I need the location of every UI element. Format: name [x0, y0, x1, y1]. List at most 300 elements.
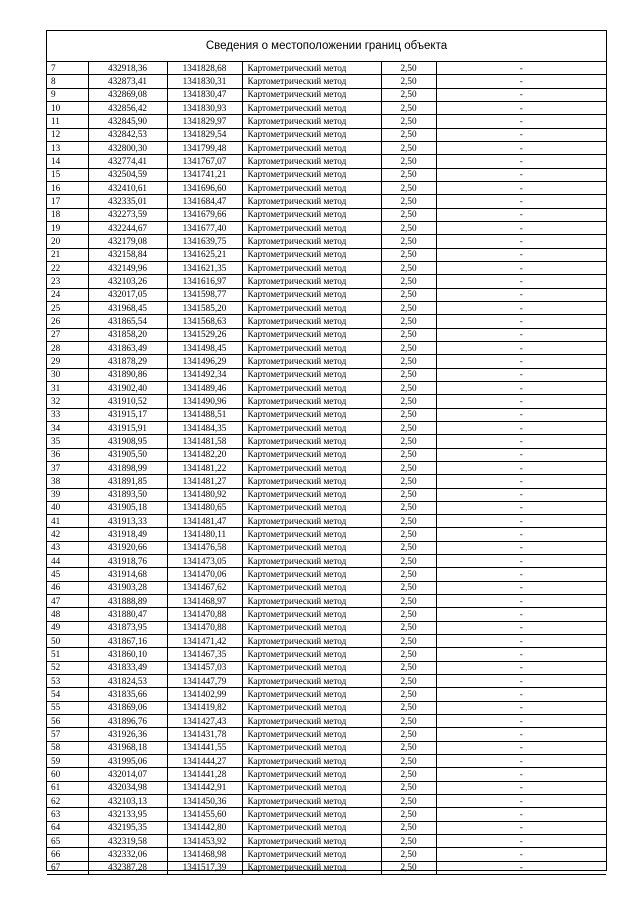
table-row — [47, 781, 606, 794]
method-cell: Картометрический метод — [242, 701, 381, 714]
extra-cell: - — [436, 355, 606, 368]
table-row — [47, 861, 606, 874]
accuracy-cell: 2,50 — [381, 515, 436, 528]
coordinate-x-cell: 432800,30 — [88, 141, 167, 154]
point-number-cell: 57 — [47, 728, 88, 741]
coordinate-x-cell: 432179,08 — [88, 235, 167, 248]
coordinate-y-cell: 1341470,88 — [167, 608, 242, 621]
coordinate-x-cell: 431824,53 — [88, 675, 167, 688]
coordinate-x-cell: 432158,84 — [88, 248, 167, 261]
point-number-cell: 40 — [47, 501, 88, 514]
method-cell: Картометрический метод — [242, 768, 381, 781]
accuracy-cell: 2,50 — [381, 62, 436, 75]
point-number-cell: 47 — [47, 595, 88, 608]
accuracy-cell: 2,50 — [381, 168, 436, 181]
point-number-cell: 60 — [47, 768, 88, 781]
extra-cell: - — [436, 595, 606, 608]
method-cell: Картометрический метод — [242, 421, 381, 434]
method-cell: Картометрический метод — [242, 528, 381, 541]
extra-cell: - — [436, 155, 606, 168]
extra-cell: - — [436, 261, 606, 274]
coordinate-x-cell: 431920,66 — [88, 541, 167, 554]
coordinate-y-cell: 1341442,80 — [167, 821, 242, 834]
table-row — [47, 395, 606, 408]
table-row — [47, 461, 606, 474]
table-row — [47, 648, 606, 661]
method-cell: Картометрический метод — [242, 861, 381, 874]
accuracy-cell: 2,50 — [381, 808, 436, 821]
point-number-cell: 63 — [47, 808, 88, 821]
coordinate-x-cell: 432504,59 — [88, 168, 167, 181]
extra-cell: - — [436, 861, 606, 874]
point-number-cell: 24 — [47, 288, 88, 301]
method-cell: Картометрический метод — [242, 115, 381, 128]
coordinate-x-cell: 432103,26 — [88, 275, 167, 288]
point-number-cell: 22 — [47, 261, 88, 274]
coordinate-x-cell: 431869,06 — [88, 701, 167, 714]
accuracy-cell: 2,50 — [381, 381, 436, 394]
point-number-cell: 50 — [47, 635, 88, 648]
coordinate-y-cell: 1341467,35 — [167, 648, 242, 661]
coordinate-x-cell: 432014,07 — [88, 768, 167, 781]
coordinate-x-cell: 431915,17 — [88, 408, 167, 421]
point-number-cell: 64 — [47, 821, 88, 834]
method-cell: Картометрический метод — [242, 368, 381, 381]
extra-cell: - — [436, 848, 606, 861]
coordinate-y-cell: 1341829,97 — [167, 115, 242, 128]
accuracy-cell: 2,50 — [381, 715, 436, 728]
method-cell: Картометрический метод — [242, 435, 381, 448]
coordinate-y-cell: 1341480,92 — [167, 488, 242, 501]
table-row — [47, 448, 606, 461]
table-row — [47, 181, 606, 194]
coordinate-y-cell: 1341431,78 — [167, 728, 242, 741]
extra-cell: - — [436, 62, 606, 75]
table-row — [47, 88, 606, 101]
point-number-cell: 14 — [47, 155, 88, 168]
accuracy-cell: 2,50 — [381, 608, 436, 621]
table-row — [47, 381, 606, 394]
coordinate-y-cell: 1341621,35 — [167, 261, 242, 274]
coordinate-y-cell: 1341442,91 — [167, 781, 242, 794]
point-number-cell: 43 — [47, 541, 88, 554]
extra-cell: - — [436, 621, 606, 634]
coordinate-y-cell: 1341468,97 — [167, 595, 242, 608]
extra-cell: - — [436, 88, 606, 101]
point-number-cell: 28 — [47, 341, 88, 354]
accuracy-cell: 2,50 — [381, 835, 436, 848]
coordinate-x-cell: 432856,42 — [88, 101, 167, 114]
table-row — [47, 221, 606, 234]
extra-cell: - — [436, 168, 606, 181]
point-number-cell: 11 — [47, 115, 88, 128]
table-row — [47, 595, 606, 608]
point-number-cell: 52 — [47, 661, 88, 674]
coordinate-y-cell: 1341457,03 — [167, 661, 242, 674]
method-cell: Картометрический метод — [242, 541, 381, 554]
table-row — [47, 341, 606, 354]
extra-cell: - — [436, 128, 606, 141]
coordinate-x-cell: 431891,85 — [88, 475, 167, 488]
method-cell: Картометрический метод — [242, 235, 381, 248]
coordinate-y-cell: 1341482,20 — [167, 448, 242, 461]
extra-cell: - — [436, 795, 606, 808]
table-row — [47, 275, 606, 288]
accuracy-cell: 2,50 — [381, 181, 436, 194]
method-cell: Картометрический метод — [242, 635, 381, 648]
coordinate-x-cell: 431888,89 — [88, 595, 167, 608]
point-number-cell: 65 — [47, 835, 88, 848]
table-row — [47, 301, 606, 314]
extra-cell: - — [436, 501, 606, 514]
coordinate-y-cell: 1341481,27 — [167, 475, 242, 488]
table-row — [47, 768, 606, 781]
method-cell: Картометрический метод — [242, 275, 381, 288]
extra-cell: - — [436, 541, 606, 554]
coordinate-y-cell: 1341441,28 — [167, 768, 242, 781]
extra-cell: - — [436, 448, 606, 461]
extra-cell: - — [436, 341, 606, 354]
accuracy-cell: 2,50 — [381, 768, 436, 781]
table-row — [47, 75, 606, 88]
accuracy-cell: 2,50 — [381, 448, 436, 461]
extra-cell: - — [436, 768, 606, 781]
table-row — [47, 101, 606, 114]
extra-cell: - — [436, 221, 606, 234]
accuracy-cell: 2,50 — [381, 288, 436, 301]
coordinate-y-cell: 1341684,47 — [167, 195, 242, 208]
method-cell: Картометрический метод — [242, 155, 381, 168]
coordinate-x-cell: 432387,28 — [88, 861, 167, 874]
table-row — [47, 621, 606, 634]
accuracy-cell: 2,50 — [381, 795, 436, 808]
accuracy-cell: 2,50 — [381, 755, 436, 768]
accuracy-cell: 2,50 — [381, 75, 436, 88]
coordinate-x-cell: 432918,36 — [88, 62, 167, 75]
coordinate-y-cell: 1341450,36 — [167, 795, 242, 808]
accuracy-cell: 2,50 — [381, 195, 436, 208]
point-number-cell: 45 — [47, 568, 88, 581]
coordinate-y-cell: 1341585,20 — [167, 301, 242, 314]
coordinate-y-cell: 1341427,43 — [167, 715, 242, 728]
table-row — [47, 541, 606, 554]
table-row — [47, 675, 606, 688]
coordinate-x-cell: 432332,06 — [88, 848, 167, 861]
extra-cell: - — [436, 808, 606, 821]
coordinate-x-cell: 432319,58 — [88, 835, 167, 848]
method-cell: Картометрический метод — [242, 75, 381, 88]
extra-cell: - — [436, 141, 606, 154]
method-cell: Картометрический метод — [242, 848, 381, 861]
table-row — [47, 728, 606, 741]
extra-cell: - — [436, 741, 606, 754]
coordinate-x-cell: 432244,67 — [88, 221, 167, 234]
coordinate-y-cell: 1341468,98 — [167, 848, 242, 861]
point-number-cell: 46 — [47, 581, 88, 594]
method-cell: Картометрический метод — [242, 661, 381, 674]
point-number-cell: 15 — [47, 168, 88, 181]
point-number-cell: 38 — [47, 475, 88, 488]
accuracy-cell: 2,50 — [381, 661, 436, 674]
table-row — [47, 755, 606, 768]
accuracy-cell: 2,50 — [381, 861, 436, 874]
coordinate-x-cell: 431893,50 — [88, 488, 167, 501]
method-cell: Картометрический метод — [242, 595, 381, 608]
accuracy-cell: 2,50 — [381, 141, 436, 154]
table-row — [47, 555, 606, 568]
coordinate-x-cell: 431918,49 — [88, 528, 167, 541]
coordinate-x-cell: 432133,95 — [88, 808, 167, 821]
point-number-cell: 29 — [47, 355, 88, 368]
accuracy-cell: 2,50 — [381, 555, 436, 568]
coordinates-table-body — [47, 62, 606, 875]
extra-cell: - — [436, 661, 606, 674]
extra-cell: - — [436, 181, 606, 194]
coordinate-y-cell: 1341481,22 — [167, 461, 242, 474]
extra-cell: - — [436, 581, 606, 594]
point-number-cell: 36 — [47, 448, 88, 461]
accuracy-cell: 2,50 — [381, 128, 436, 141]
method-cell: Картометрический метод — [242, 621, 381, 634]
extra-cell: - — [436, 635, 606, 648]
method-cell: Картометрический метод — [242, 608, 381, 621]
coordinate-x-cell: 431898,99 — [88, 461, 167, 474]
coordinate-y-cell: 1341470,06 — [167, 568, 242, 581]
coordinate-y-cell: 1341470,88 — [167, 621, 242, 634]
method-cell: Картометрический метод — [242, 261, 381, 274]
coordinate-y-cell: 1341489,46 — [167, 381, 242, 394]
coordinate-y-cell: 1341639,75 — [167, 235, 242, 248]
coordinate-y-cell: 1341444,27 — [167, 755, 242, 768]
coordinate-y-cell: 1341830,93 — [167, 101, 242, 114]
coordinate-y-cell: 1341402,99 — [167, 688, 242, 701]
point-number-cell: 27 — [47, 328, 88, 341]
table-row — [47, 661, 606, 674]
coordinate-x-cell: 431858,20 — [88, 328, 167, 341]
coordinate-x-cell: 431878,29 — [88, 355, 167, 368]
accuracy-cell: 2,50 — [381, 261, 436, 274]
method-cell: Картометрический метод — [242, 181, 381, 194]
coordinate-x-cell: 431926,36 — [88, 728, 167, 741]
coordinate-x-cell: 432842,53 — [88, 128, 167, 141]
extra-cell: - — [436, 115, 606, 128]
coordinate-x-cell: 432103,13 — [88, 795, 167, 808]
table-row — [47, 528, 606, 541]
table-row — [47, 141, 606, 154]
coordinate-x-cell: 432335,01 — [88, 195, 167, 208]
accuracy-cell: 2,50 — [381, 488, 436, 501]
point-number-cell: 17 — [47, 195, 88, 208]
method-cell: Картометрический метод — [242, 328, 381, 341]
method-cell: Картометрический метод — [242, 675, 381, 688]
table-row — [47, 128, 606, 141]
accuracy-cell: 2,50 — [381, 528, 436, 541]
coordinate-x-cell: 431863,49 — [88, 341, 167, 354]
point-number-cell: 41 — [47, 515, 88, 528]
coordinate-x-cell: 432034,98 — [88, 781, 167, 794]
accuracy-cell: 2,50 — [381, 315, 436, 328]
coordinate-y-cell: 1341529,26 — [167, 328, 242, 341]
table-row — [47, 208, 606, 221]
method-cell: Картометрический метод — [242, 515, 381, 528]
table-row — [47, 741, 606, 754]
point-number-cell: 51 — [47, 648, 88, 661]
accuracy-cell: 2,50 — [381, 248, 436, 261]
method-cell: Картометрический метод — [242, 821, 381, 834]
accuracy-cell: 2,50 — [381, 728, 436, 741]
point-number-cell: 37 — [47, 461, 88, 474]
coordinates-table — [47, 62, 606, 875]
method-cell: Картометрический метод — [242, 648, 381, 661]
coordinate-y-cell: 1341498,45 — [167, 341, 242, 354]
accuracy-cell: 2,50 — [381, 621, 436, 634]
method-cell: Картометрический метод — [242, 315, 381, 328]
accuracy-cell: 2,50 — [381, 355, 436, 368]
point-number-cell: 25 — [47, 301, 88, 314]
table-row — [47, 501, 606, 514]
point-number-cell: 30 — [47, 368, 88, 381]
method-cell: Картометрический метод — [242, 395, 381, 408]
method-cell: Картометрический метод — [242, 408, 381, 421]
accuracy-cell: 2,50 — [381, 501, 436, 514]
accuracy-cell: 2,50 — [381, 221, 436, 234]
table-row — [47, 288, 606, 301]
table-row — [47, 62, 606, 75]
coordinate-x-cell: 432195,35 — [88, 821, 167, 834]
coordinate-y-cell: 1341741,21 — [167, 168, 242, 181]
coordinate-x-cell: 431902,40 — [88, 381, 167, 394]
page-title: Сведения о местоположении границ объекта — [47, 31, 606, 62]
coordinate-y-cell: 1341625,21 — [167, 248, 242, 261]
point-number-cell: 56 — [47, 715, 88, 728]
table-row — [47, 715, 606, 728]
coordinate-x-cell: 431833,49 — [88, 661, 167, 674]
point-number-cell: 13 — [47, 141, 88, 154]
accuracy-cell: 2,50 — [381, 421, 436, 434]
method-cell: Картометрический метод — [242, 221, 381, 234]
extra-cell: - — [436, 555, 606, 568]
coordinate-y-cell: 1341767,07 — [167, 155, 242, 168]
coordinate-x-cell: 431995,06 — [88, 755, 167, 768]
point-number-cell: 49 — [47, 621, 88, 634]
extra-cell: - — [436, 75, 606, 88]
point-number-cell: 62 — [47, 795, 88, 808]
method-cell: Картометрический метод — [242, 141, 381, 154]
point-number-cell: 66 — [47, 848, 88, 861]
table-row — [47, 475, 606, 488]
table-row — [47, 261, 606, 274]
table-row — [47, 368, 606, 381]
accuracy-cell: 2,50 — [381, 595, 436, 608]
extra-cell: - — [436, 275, 606, 288]
point-number-cell: 21 — [47, 248, 88, 261]
accuracy-cell: 2,50 — [381, 781, 436, 794]
table-row — [47, 315, 606, 328]
point-number-cell: 58 — [47, 741, 88, 754]
coordinate-y-cell: 1341677,40 — [167, 221, 242, 234]
table-row — [47, 688, 606, 701]
table-row — [47, 421, 606, 434]
accuracy-cell: 2,50 — [381, 541, 436, 554]
coordinate-y-cell: 1341480,11 — [167, 528, 242, 541]
table-row — [47, 168, 606, 181]
point-number-cell: 10 — [47, 101, 88, 114]
point-number-cell: 34 — [47, 421, 88, 434]
method-cell: Картометрический метод — [242, 501, 381, 514]
point-number-cell: 33 — [47, 408, 88, 421]
table-row — [47, 848, 606, 861]
point-number-cell: 61 — [47, 781, 88, 794]
method-cell: Картометрический метод — [242, 741, 381, 754]
method-cell: Картометрический метод — [242, 795, 381, 808]
extra-cell: - — [436, 715, 606, 728]
method-cell: Картометрический метод — [242, 168, 381, 181]
coordinate-x-cell: 431880,47 — [88, 608, 167, 621]
method-cell: Картометрический метод — [242, 688, 381, 701]
accuracy-cell: 2,50 — [381, 115, 436, 128]
accuracy-cell: 2,50 — [381, 101, 436, 114]
point-number-cell: 26 — [47, 315, 88, 328]
coordinate-y-cell: 1341441,55 — [167, 741, 242, 754]
table-row — [47, 155, 606, 168]
coordinate-y-cell: 1341830,47 — [167, 88, 242, 101]
extra-cell: - — [436, 195, 606, 208]
coordinate-y-cell: 1341471,42 — [167, 635, 242, 648]
coordinate-y-cell: 1341490,96 — [167, 395, 242, 408]
coordinate-x-cell: 431915,91 — [88, 421, 167, 434]
coordinate-x-cell: 431914,68 — [88, 568, 167, 581]
extra-cell: - — [436, 675, 606, 688]
accuracy-cell: 2,50 — [381, 675, 436, 688]
point-number-cell: 31 — [47, 381, 88, 394]
table-row — [47, 835, 606, 848]
extra-cell: - — [436, 835, 606, 848]
method-cell: Картометрический метод — [242, 461, 381, 474]
point-number-cell: 12 — [47, 128, 88, 141]
extra-cell: - — [436, 235, 606, 248]
accuracy-cell: 2,50 — [381, 155, 436, 168]
accuracy-cell: 2,50 — [381, 435, 436, 448]
point-number-cell: 44 — [47, 555, 88, 568]
point-number-cell: 35 — [47, 435, 88, 448]
accuracy-cell: 2,50 — [381, 475, 436, 488]
method-cell: Картометрический метод — [242, 208, 381, 221]
point-number-cell: 7 — [47, 62, 88, 75]
coordinate-x-cell: 431910,52 — [88, 395, 167, 408]
point-number-cell: 67 — [47, 861, 88, 874]
method-cell: Картометрический метод — [242, 448, 381, 461]
coordinate-y-cell: 1341492,34 — [167, 368, 242, 381]
coordinate-x-cell: 431918,76 — [88, 555, 167, 568]
extra-cell: - — [436, 648, 606, 661]
method-cell: Картометрический метод — [242, 101, 381, 114]
coordinate-y-cell: 1341447,79 — [167, 675, 242, 688]
extra-cell: - — [436, 608, 606, 621]
coordinate-x-cell: 432273,59 — [88, 208, 167, 221]
coordinate-y-cell: 1341476,58 — [167, 541, 242, 554]
point-number-cell: 8 — [47, 75, 88, 88]
coordinate-y-cell: 1341488,51 — [167, 408, 242, 421]
coordinate-y-cell: 1341484,35 — [167, 421, 242, 434]
method-cell: Картометрический метод — [242, 715, 381, 728]
table-row — [47, 435, 606, 448]
point-number-cell: 18 — [47, 208, 88, 221]
method-cell: Картометрический метод — [242, 62, 381, 75]
method-cell: Картометрический метод — [242, 128, 381, 141]
coordinate-y-cell: 1341799,48 — [167, 141, 242, 154]
coordinate-y-cell: 1341480,65 — [167, 501, 242, 514]
point-number-cell: 42 — [47, 528, 88, 541]
